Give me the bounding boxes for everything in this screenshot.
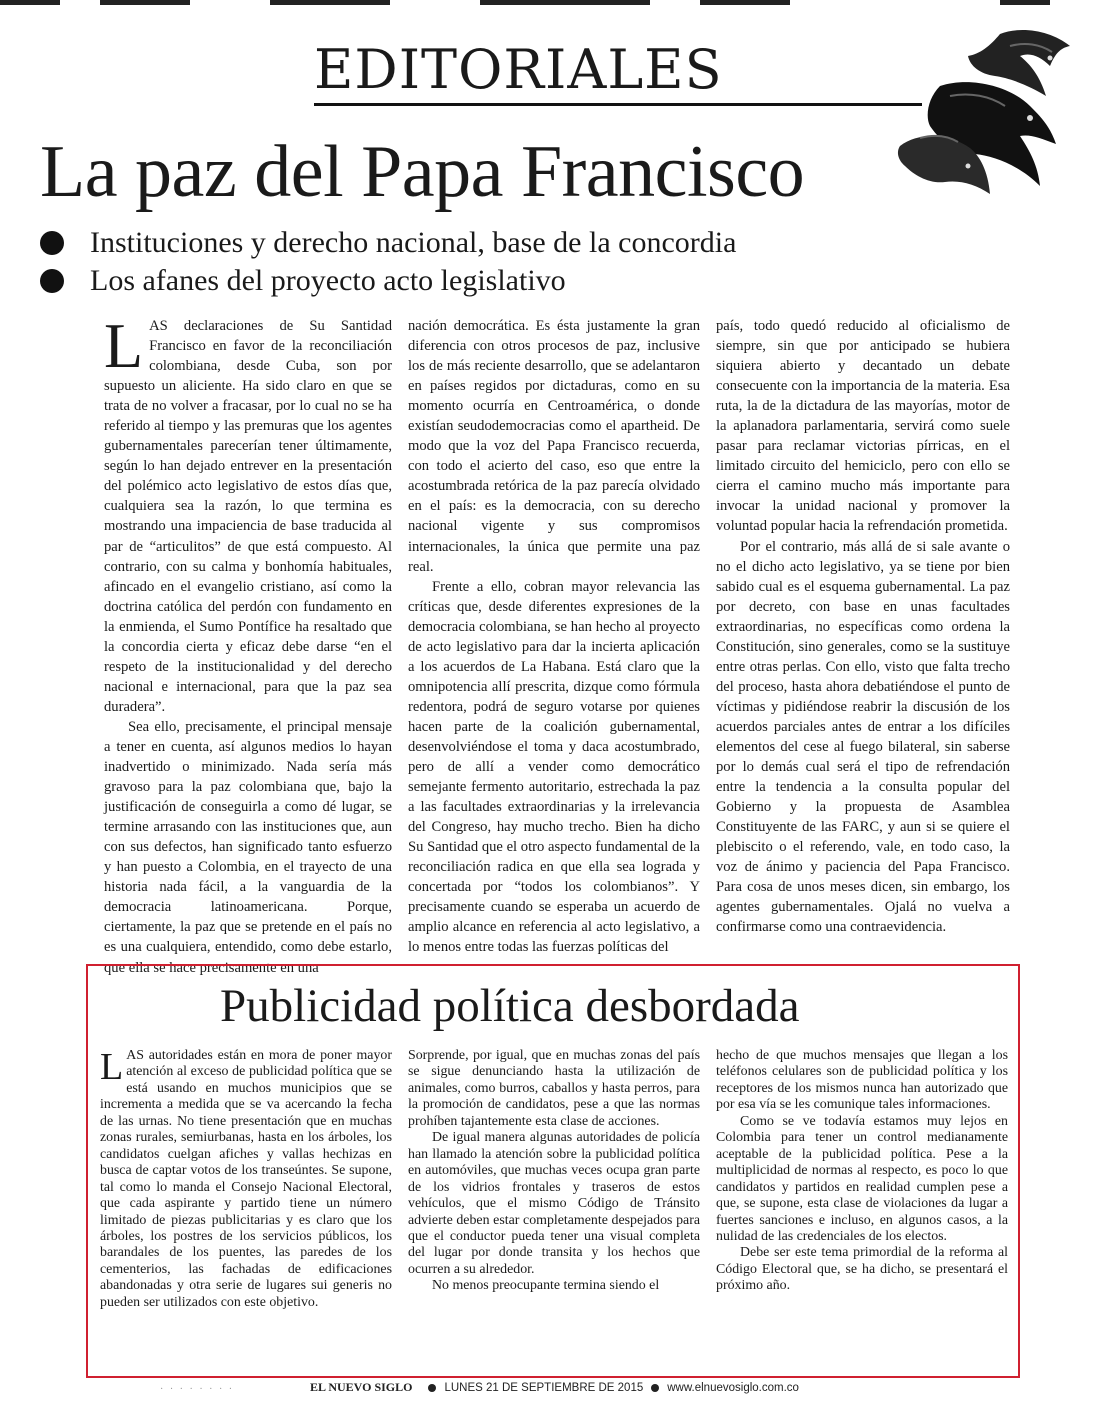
paragraph: De igual manera algunas autoridades de policía han llamado la atención sobre la publicidad política en automóviles, que muchas veces ocupa gran parte de los vidrios frontales y traseros de estos vehículos, que el mismo Código de Tránsito advierte deben estar completamente despejados para que el conductor pueda tener una visual completa del lugar por donde transita y los hechos que ocurren a su alrededor.	[408, 1130, 700, 1277]
section-title: EDITORIALES	[314, 38, 723, 101]
bullet-dot-icon	[40, 269, 64, 293]
paragraph: Sorprende, por igual, que en muchas zonas del país se sigue denunciando hasta la utilización de animales, como burros, caballos y hasta perros, para la promoción de candidatos, pese a que las normas prohíben tajantemente esta clase de acciones.	[408, 1048, 700, 1129]
editorial-column-3	[716, 316, 1010, 937]
paragraph: LAS autoridades están en mora de poner mayor atención al exceso de publicidad política que se está usando en muchos municipios que se incrementa a medida que se va acercando la fecha de las urnas. No tiene presentación que en muchas zonas rurales, semiurbanas, hasta en los árboles, los candidatos cuelgan afiches y vallas hechizas en busca de captar votos de los transeúntes. Se supone, tal como lo manda el Consejo Nacional Electoral, que cada aspirante y partido tiene un número limitado de piezas publicitarias y es claro que los árboles, los postres de los servicios públicos, los barandales de los puentes, las paredes de los cementerios, las fachadas de edificaciones abandonadas y otra serie de lugares sui generis no pueden ser utilizados con este objetivo.	[100, 1046, 392, 1310]
footer-date: LUNES 21 DE SEPTIEMBRE DE 2015	[444, 1381, 644, 1394]
bullet-text: Los afanes del proyecto acto legislativo	[90, 264, 566, 297]
bullet-text: Instituciones y derecho nacional, base de la concordia	[90, 226, 737, 259]
boxed-column-2	[408, 1048, 700, 1295]
paragraph: país, todo quedó reducido al oficialismo de siempre, sin que por anticipado se hubiera siquiera abierto y decantado un debate consecuente con la importancia de la materia. Esa ruta, la de la dictadura de las mayorías, motor de la aplanadora parlamentaria, servirá como suele pasar para reclamar victorias pírricas, en el limitado circuito del hemiciclo, pero con ello se cierra el camino mucho más importante para invocar la unidad nacional y promover la voluntad popular hacia la refrendación prometida.	[716, 318, 1010, 535]
paragraph: Sea ello, precisamente, el principal mensaje a tener en cuenta, así algunos medios lo hayan inadvertido o minimizado. Nada sería más gravoso para la paz colombiana que, bajo la justificación de conseguirla a como dé lugar, se termine arrasando con las instituciones que, aun con sus defectos, han significado tanto esfuerzo y han puesto a Colombia, en el trayecto de una historia nada fácil, a la vanguardia de la democracia latinoamericana. Porque, ciertamente, la paz que se pretende en el país no es una cualquiera, entendido, como debe estarlo, que ella se hace precisamente en una	[104, 718, 392, 976]
top-cropped-strip	[0, 0, 1106, 8]
page-footer	[310, 1380, 1030, 1395]
newspaper-logo: EL NUEVO SIGLO	[310, 1380, 413, 1394]
paragraph: No menos preocupante termina siendo el	[432, 1278, 660, 1294]
page-edge-marks: · · · · · · · ·	[160, 1384, 235, 1395]
separator-dot-icon	[651, 1384, 659, 1392]
drop-cap: L	[100, 1046, 124, 1088]
bullet-item	[40, 262, 736, 300]
editorial-column-2	[408, 316, 700, 958]
paragraph: Debe ser este tema primordial de la reforma al Código Electoral que, se ha dicho, se presentará el próximo año.	[716, 1245, 1008, 1294]
editorial-headline: La paz del Papa Francisco	[40, 131, 805, 213]
editorial-column-1	[104, 310, 392, 978]
horses-logo-icon	[880, 26, 1076, 210]
paragraph: LAS declaraciones de Su Santidad Francisco en favor de la reconciliación colombiana, desde Cuba, son por supuesto un aliciente. Ha sido claro en que se trata de no volver a fracasar, por lo cual no se ha referido al tiempo y las premuras que los agentes gubernamentales parecerían tener últimamente, según lo han dejado entrever en la presentación del polémico acto legislativo de estos días que, cualquiera sea la razón, lo que termina es mostrando una impaciencia de base traducida al par de “articulitos” de que está compuesto. Al contrario, con su calma y bonhomía habituales, afincado en el evangelio cristiano, así como la doctrina católica del perdón con fundamento en la enmienda, el Sumo Pontífice ha resaltado que la concordia cierta y eficaz debe darse “en el respeto de la institucionalidad y del derecho nacional e internacional, para que la paz sea duradera”.	[104, 310, 392, 715]
section-rule	[314, 103, 922, 106]
bullet-dot-icon	[40, 231, 64, 255]
separator-dot-icon	[428, 1384, 436, 1392]
paragraph: Por el contrario, más allá de si sale avante o no el dicho acto legislativo, ya se tiene por bien sabido cual es el esquema gubernamental. La paz por decreto, con base en unas facultades extraordinarias, no específicas como ordena la Constitución, sino generales, como se la sustituye entre otras perlas. Con ello, visto que falta trecho del proceso, hasta ahora debatiéndose el punto de víctimas y pidiéndose reabrir la discusión de los acuerdos parciales antes de entrar a los difíciles elementos del cese al fuego bilateral, sin saberse por lo demás cual será el tipo de refrendación entre la tendencia a la consulta popular del Gobierno y la propuesta de Asamblea Constituyente de las FARC, y aun si se quiere el plebiscito o el referendo, vale, en todo caso, la voz de ánimo y paciencia del Papa Francisco. Para cosa de unos meses dicen, sin embargo, los agentes gubernamentales. Ojalá no vuelva a confirmarse como una contraevidencia.	[716, 538, 1010, 936]
footer-url[interactable]: www.elnuevosiglo.com.co	[667, 1381, 799, 1394]
paragraph: Frente a ello, cobran mayor relevancia las críticas que, desde diferentes expresiones de la democracia colombiana, se han hecho al proyecto de acto legislativo para dar la incierta aplicación a los acuerdos de La Habana. Está claro que la omnipotencia allí prescrita, dizque como fórmula redentora, podrá de seguro votarse por quienes hacen parte de la coalición gubernamental, desenvolviéndose el toma y daca acostumbrado, pero de allí a vender como democrático semejante fermento autoritario, estrechada la paz a las facultades extraordinarias y la irrelevancia del Congreso, hay mucho trecho. Bien ha dicho Su Santidad que el otro aspecto fundamental de la reconciliación radica en que ella sea lograda y concertada por “todos los colombianos”. Y precisamente cuando se esperaba un acuerdo de amplio alcance en referencia al acto legislativo, a lo menos entre todas las fuerzas políticas del	[408, 578, 700, 956]
paragraph: Como se ve todavía estamos muy lejos en Colombia para tener un control medianamente aceptable de la publicidad política. Pese a la multiplicidad de normas al respecto, es poco lo que candidatos y partidos en realidad cumplen pese a que, se supone, esta clase de violaciones da lugar a fuertes sanciones e incluso, en algunos casos, a la nulidad de las credenciales de los electos.	[716, 1113, 1008, 1244]
drop-cap: L	[104, 310, 144, 381]
boxed-column-1	[100, 1048, 392, 1311]
paragraph: hecho de que muchos mensajes que llegan a los teléfonos celulares son de publicidad política y los receptores de los mismos nunca han autorizado que por esa vía se les comunique tales informaciones.	[716, 1048, 1008, 1113]
boxed-editorial-title: Publicidad política desbordada	[220, 980, 800, 1032]
bullet-item	[40, 224, 736, 262]
summary-bullets	[40, 224, 736, 300]
boxed-column-3	[716, 1048, 1008, 1295]
paragraph: nación democrática. Es ésta justamente la gran diferencia con otros procesos de paz, inclusive los de más reciente desarrollo, que se adelantaron en países regidos por dictaduras, como en su momento ocurría en Centroamérica, o donde existían seudodemocracias como el apartheid. De modo que la voz del Papa Francisco recuerda, con todo el acierto del caso, eso que entre la acostumbrada retórica de la paz parecía olvidado en el país: es la democracia, con su derecho nacional vigente y sus compromisos internacionales, la única que permite una paz real.	[408, 318, 700, 575]
